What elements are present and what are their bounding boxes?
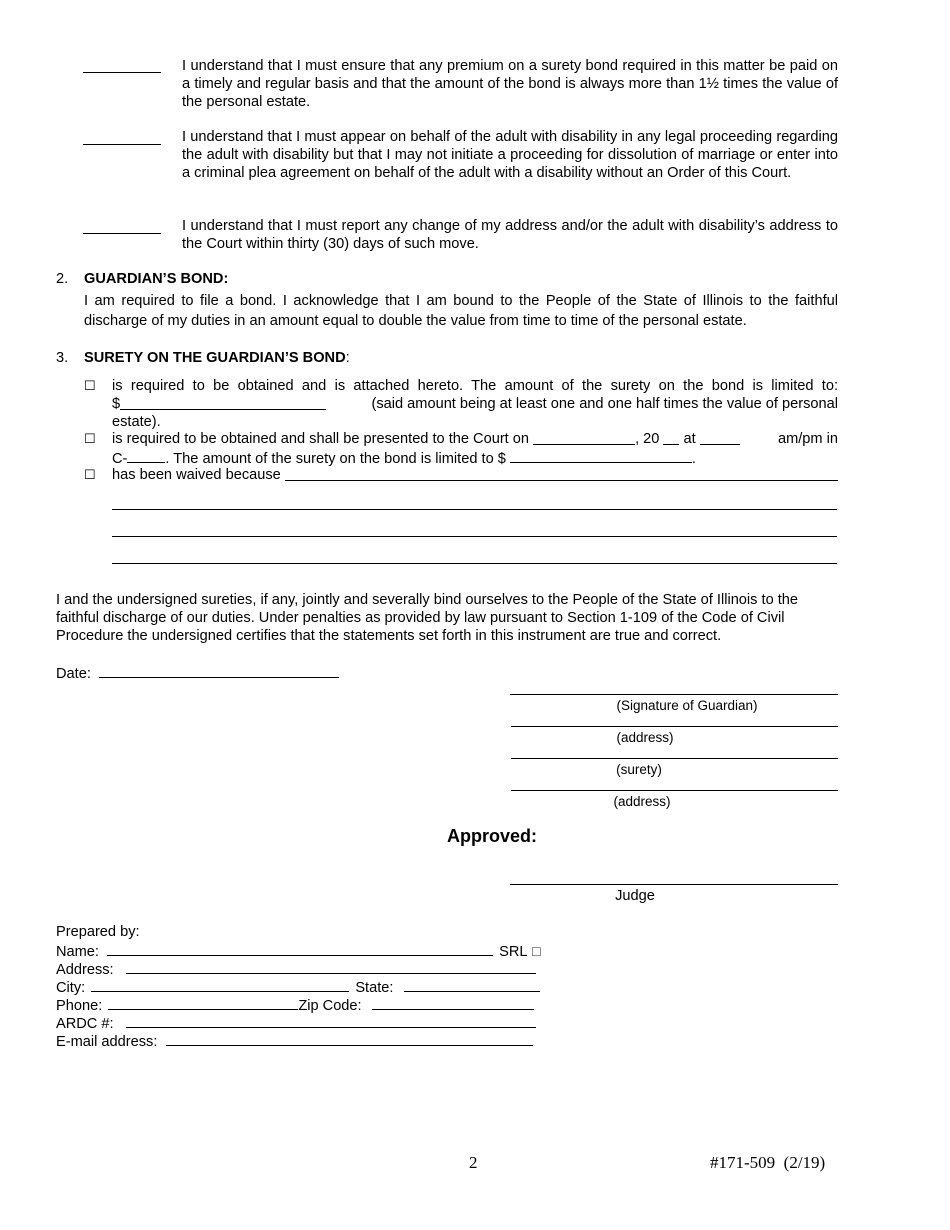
option-line — [112, 430, 838, 448]
certification-text: I and the undersigned sureties, if any, jointly and severally bind ourselves to the People of the State of Illinois to the faithful discharge of our duties. Under penalties as provided by law pursuant to Section 1-109 of the Code of Civil Procedure the undersigned certifies that the statements set forth in this instrument are true and correct. — [56, 592, 799, 644]
time-field[interactable] — [700, 430, 740, 445]
section-heading-text: SURETY ON THE GUARDIAN’S BOND — [84, 350, 346, 366]
court-date-field[interactable] — [533, 430, 635, 445]
option-waived-text — [112, 466, 838, 484]
waiver-reason-line[interactable] — [112, 536, 837, 537]
signature-line[interactable] — [511, 758, 838, 759]
option-text: , 20 — [635, 431, 664, 447]
signature-label: (address) — [616, 730, 674, 745]
section-body: I am required to file a bond. I acknowledge that I am bound to the People of the State of Illinois to the faithful discharge of my duties in an amount equal to double the value from time to time of the personal estate. — [84, 293, 838, 329]
initials-line[interactable] — [83, 233, 161, 234]
checkbox-option-presented[interactable]: ☐ — [84, 431, 96, 446]
signature-line[interactable] — [510, 694, 838, 695]
signature-label: (surety) — [616, 762, 662, 777]
prepared-by-title: Prepared by: — [56, 924, 140, 940]
acknowledgement-text: I understand that I must report any change of my address and/or the adult with disability’s address to the Court within thirty (30) days of such move. — [182, 218, 838, 252]
date-label: Date: — [56, 666, 91, 682]
acknowledgement-text: I understand that I must appear on behalf of the adult with disability in any legal proceeding regarding the adult with disability but that I may not initiate a proceeding for dissolution of marriage or enter into a criminal plea agreement on behalf of the adult with a disability without an Order of this Court. — [182, 129, 838, 181]
initials-line[interactable] — [83, 144, 161, 145]
option-text: is required to be obtained and shall be presented to the Court on — [112, 431, 534, 447]
email-field[interactable] — [166, 1031, 533, 1046]
option-text: . The amount of the surety on the bond is limited to $ — [165, 451, 510, 467]
ardc-row — [56, 1013, 536, 1033]
name-field[interactable] — [107, 941, 493, 956]
srl-label: SRL — [499, 944, 527, 960]
courtroom-field[interactable] — [127, 448, 165, 463]
date-row — [56, 663, 339, 682]
section-number: 3. — [56, 350, 69, 366]
waiver-reason-line[interactable] — [112, 563, 837, 564]
city-field[interactable] — [91, 977, 349, 992]
phone-row — [56, 995, 534, 1015]
address-row — [56, 959, 536, 979]
zip-field[interactable] — [372, 995, 534, 1010]
option-presented-text — [112, 430, 838, 468]
year-field[interactable] — [663, 430, 679, 445]
name-row — [56, 941, 542, 961]
judge-label: Judge — [615, 888, 655, 904]
signature-label: (Signature of Guardian) — [616, 698, 758, 713]
signature-line[interactable] — [511, 726, 838, 727]
phone-label: Phone: — [56, 998, 103, 1014]
section-heading: GUARDIAN’S BOND: — [84, 271, 229, 287]
heading-colon: : — [345, 350, 350, 366]
option-line — [112, 448, 838, 468]
option-text: am/pm in — [773, 431, 838, 447]
state-label: State: — [355, 980, 394, 996]
option-attached-text — [112, 377, 838, 431]
option-line: estate). — [112, 414, 161, 430]
checkbox-option-waived[interactable]: ☐ — [84, 467, 96, 482]
address-label: Address: — [56, 962, 114, 978]
option-text: has been waived because — [112, 467, 285, 483]
dollar-sign: $ — [112, 396, 121, 412]
judge-signature-line[interactable] — [510, 884, 838, 885]
ardc-field[interactable] — [126, 1013, 536, 1028]
email-row — [56, 1031, 533, 1051]
city-row — [56, 977, 540, 997]
name-label: Name: — [56, 944, 99, 960]
option-text: at — [679, 431, 700, 447]
signature-label: (address) — [613, 794, 671, 809]
checkbox-option-attached[interactable]: ☐ — [84, 378, 96, 393]
email-label: E-mail address: — [56, 1034, 158, 1050]
option-text: C- — [112, 451, 128, 467]
page-number: 2 — [469, 1153, 478, 1172]
srl-checkbox[interactable]: ☐ — [531, 945, 542, 959]
option-text: . — [691, 451, 696, 467]
option-line-rest: (said amount being at least one and one half times the value of personal — [371, 396, 838, 412]
acknowledgement-text: I understand that I must ensure that any premium on a surety bond required in this matter be paid on a timely and regular basis and that the amount of the bond is always more than 1½ times the value of the personal estate. — [182, 58, 838, 110]
state-field[interactable] — [404, 977, 540, 992]
zip-label: Zip Code: — [298, 998, 362, 1014]
date-field[interactable] — [99, 663, 339, 678]
section-heading — [84, 350, 350, 366]
city-label: City: — [56, 980, 86, 996]
surety-limit-field[interactable] — [510, 448, 692, 463]
option-line: is required to be obtained and is attached hereto. The amount of the surety on the bond is limited to: — [112, 378, 838, 394]
section-number: 2. — [56, 271, 69, 287]
address-field[interactable] — [126, 959, 536, 974]
signature-line[interactable] — [511, 790, 838, 791]
option-line — [112, 395, 838, 413]
initials-line[interactable] — [83, 72, 161, 73]
surety-amount-field[interactable] — [120, 395, 326, 410]
phone-field[interactable] — [108, 995, 298, 1010]
form-number: #171-509 (2/19) — [710, 1153, 826, 1172]
waiver-reason-line[interactable] — [112, 509, 837, 510]
ardc-label: ARDC #: — [56, 1016, 114, 1032]
approved-label: Approved: — [447, 826, 537, 846]
waiver-reason-field[interactable] — [285, 466, 838, 481]
